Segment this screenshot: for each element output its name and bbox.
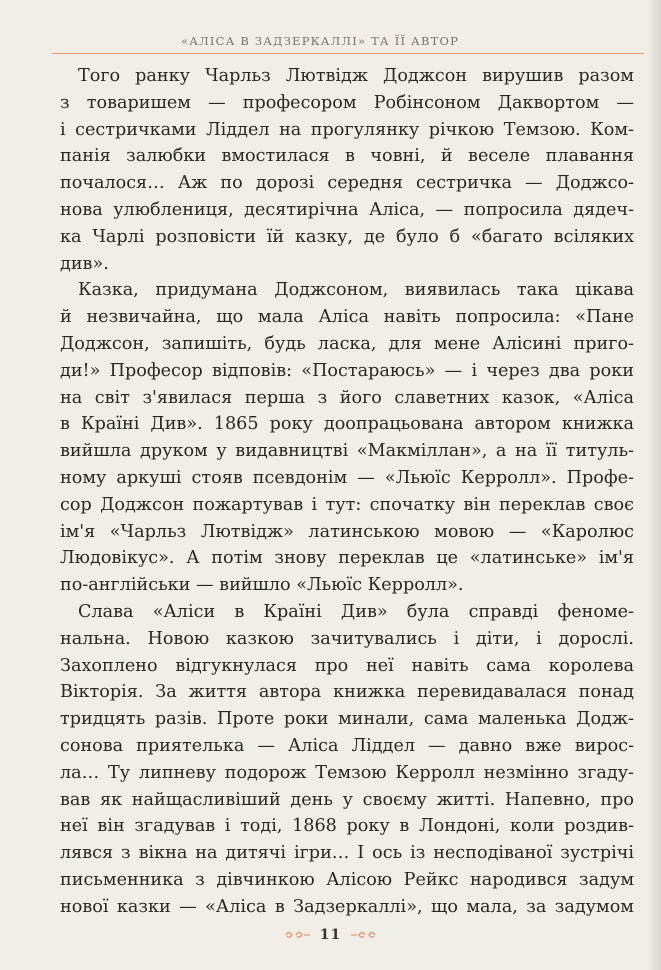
text-line: див».: [60, 253, 109, 274]
text-line: ному аркуші стояв псевдонім — «Льюїс Керролл». Профе-: [60, 467, 634, 488]
page-spine-shadow: [647, 0, 661, 970]
text-line: вийшла друком у видавництві «Макміллан», а на її титуль-: [60, 441, 634, 462]
text-line: в Країні Див». 1865 року доопрацьована автором книжка: [60, 414, 634, 435]
text-line: Того ранку Чарльз Лютвідж Доджсон вирушив разом: [78, 66, 634, 86]
text-line: Казка, придумана Доджсоном, виявилась така цікава: [78, 280, 634, 301]
page-footer: [0, 927, 661, 943]
text-line: ла… Ту липневу подорож Темзою Керролл незмінно згаду-: [60, 762, 634, 783]
text-line: з товаришем — професором Робінсоном Даквортом —: [60, 92, 634, 113]
body-text: [60, 63, 634, 921]
header-rule: [52, 53, 644, 54]
text-line: лявся з вікна на дитячі ігри… І ось із несподіваної зустрічі: [60, 843, 634, 864]
text-line: почалося… Аж по дорозі середня сестричка — Доджсо-: [60, 173, 634, 194]
text-line: сонова приятелька — Аліса Ліддел — давно вже вирос-: [60, 735, 634, 756]
left-ornament-icon: [284, 930, 312, 940]
text-line: Доджсон, запишіть, будь ласка, для мене Алісині приго-: [60, 333, 634, 354]
running-head: «АЛІСА В ЗАДЗЕРКАЛЛІ» ТА ЇЇ АВТОР: [180, 34, 460, 48]
text-line: письменника з дівчинкою Алісою Рейкс народився задум: [60, 869, 634, 890]
text-line: ім'я «Чарльз Лютвідж» латинською мовою — «Каролюс: [60, 521, 634, 542]
text-line: Людовікус». А потім знову переклав це «латинське» ім'я: [60, 548, 634, 569]
text-line: ка Чарлі розповісти їй казку, де було б «багато всіляких: [60, 226, 634, 247]
paragraph-3: [60, 599, 634, 921]
text-line: по-англійськи — вийшло «Льюїс Керролл».: [60, 575, 464, 596]
paragraph-2: [60, 277, 634, 599]
text-line: й незвичайна, що мала Аліса навіть попросила: «Пане: [60, 307, 634, 328]
text-line: нової казки — «Аліса в Задзеркаллі», що мала, за задумом: [60, 896, 634, 917]
text-line: тридцять разів. Проте роки минали, сама маленька Додж-: [60, 709, 634, 730]
page-number: 11: [319, 927, 342, 943]
text-line: Вікторія. За життя автора книжка перевидавалася понад: [60, 682, 634, 703]
right-ornament-icon: [349, 930, 377, 940]
text-line: неї він згадував і тоді, 1868 року в Лондоні, коли роздив-: [60, 816, 634, 837]
text-line: панія залюбки вмостилася в човні, й веселе плавання: [60, 146, 634, 167]
text-line: нальна. Новою казкою зачитувались і діти, і дорослі.: [60, 628, 634, 649]
text-line: сор Доджсон пожартував і тут: спочатку він переклав своє: [60, 494, 634, 515]
text-line: на світ з'явилася перша з його славетних казок, «Аліса: [60, 387, 634, 408]
text-line: нова улюблениця, десятирічна Аліса, — попросила дядеч-: [60, 199, 634, 220]
text-line: вав як найщасливіший день у своєму житті. Напевно, про: [60, 789, 634, 810]
text-line: Захоплено відгукнулася про неї навіть сама королева: [60, 655, 634, 676]
paragraph-1: [60, 63, 634, 277]
text-line: ди!» Професор відповів: «Постараюсь» — і через два роки: [60, 360, 634, 381]
text-line: і сестричками Ліддел на прогулянку річкою Темзою. Ком-: [60, 119, 634, 140]
text-line: Слава «Аліси в Країні Див» була справді феноме-: [78, 601, 634, 622]
